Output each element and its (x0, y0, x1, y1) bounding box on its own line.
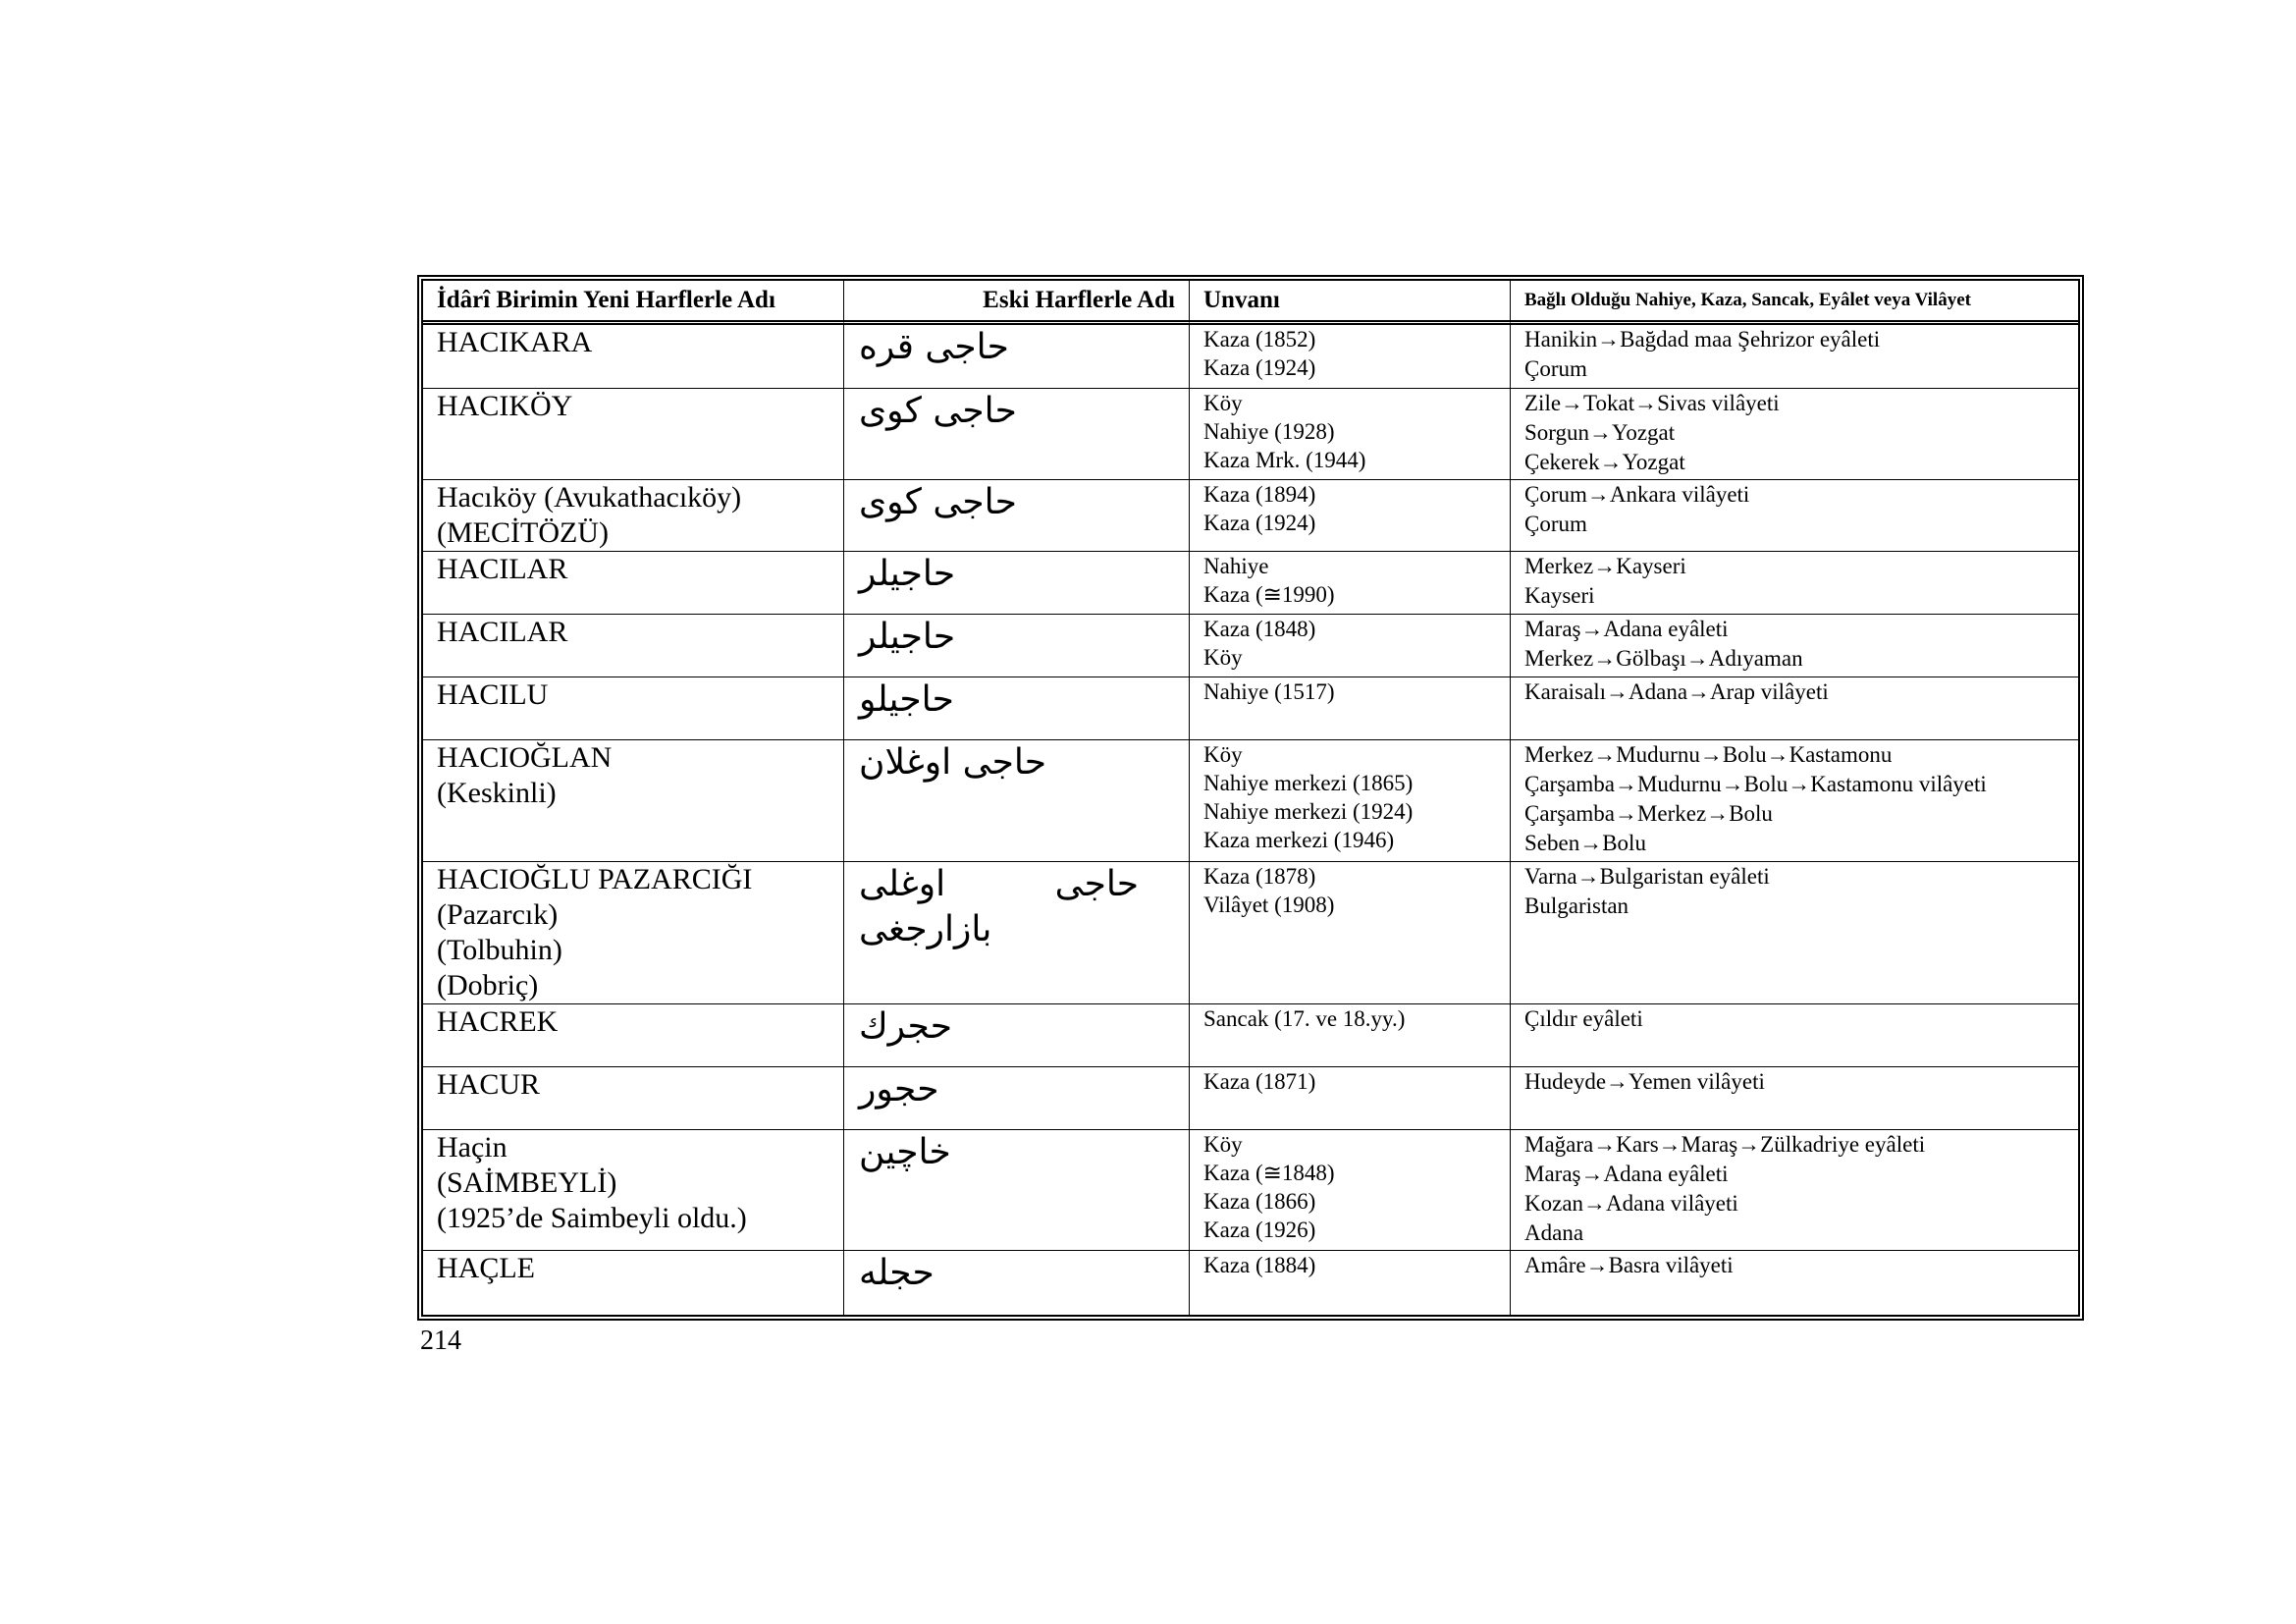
cell-title (1190, 1130, 1511, 1251)
cell-new-name-line: (MECİTÖZÜ) (437, 516, 609, 549)
table-row (423, 552, 2078, 615)
table-row (423, 389, 2078, 480)
cell-old-name (844, 677, 1190, 740)
cell-title-line: Nahiye (1203, 554, 1269, 578)
cell-old-name-line: حجرك (859, 1006, 953, 1047)
cell-old-name (844, 389, 1190, 480)
cell-new-name-line: HACIOĞLU PAZARCIĞI (437, 863, 753, 895)
cell-old-name-line: حجور (859, 1069, 939, 1110)
cell-old-name (844, 1004, 1190, 1067)
cell-old-name-line: حاجى اوغلان (859, 742, 1047, 783)
cell-old-name (844, 740, 1190, 862)
cell-new-name-line: HACUR (437, 1068, 541, 1101)
table-row (423, 325, 2078, 389)
cell-new-name-line: HACREK (437, 1005, 559, 1038)
cell-affiliation (1511, 389, 2078, 480)
cell-title-line: Kaza (1924) (1203, 355, 1316, 380)
cell-title-line: Kaza (≅1990) (1203, 582, 1335, 607)
header-new-name: İdârî Birimin Yeni Harflerle Adı (423, 281, 844, 325)
table-row (423, 480, 2078, 552)
cell-affiliation (1511, 1067, 2078, 1130)
cell-affiliation-line: Amâre→Basra vilâyeti (1524, 1253, 1734, 1277)
cell-new-name (423, 1004, 844, 1067)
cell-new-name (423, 677, 844, 740)
header-affiliation: Bağlı Olduğu Nahiye, Kaza, Sancak, Eyâlet veya Vilâyet (1511, 281, 2078, 325)
cell-title-line: Köy (1203, 1132, 1243, 1157)
cell-new-name (423, 1251, 844, 1315)
cell-affiliation (1511, 740, 2078, 862)
cell-affiliation-line: Zile→Tokat→Sivas vilâyeti (1524, 391, 1780, 415)
cell-new-name-line: (Pazarcık) (437, 898, 559, 931)
cell-affiliation-line: Adana (1524, 1220, 1584, 1245)
table-row (423, 1004, 2078, 1067)
cell-affiliation-line: Varna→Bulgaristan eyâleti (1524, 864, 1770, 889)
cell-affiliation-line: Seben→Bolu (1524, 831, 1646, 855)
cell-new-name (423, 1067, 844, 1130)
cell-old-name (844, 480, 1190, 552)
cell-title-line: Kaza Mrk. (1944) (1203, 448, 1366, 472)
cell-new-name-line: (1925’de Saimbeyli oldu.) (437, 1202, 747, 1234)
table-row (423, 862, 2078, 1004)
cell-affiliation-line: Çorum (1524, 356, 1587, 381)
cell-title-line: Kaza (1926) (1203, 1218, 1316, 1242)
cell-title (1190, 1067, 1511, 1130)
cell-affiliation-line: Maraş→Adana eyâleti (1524, 1162, 1729, 1186)
cell-new-name (423, 325, 844, 389)
cell-new-name-line: HACILAR (437, 616, 568, 648)
cell-old-name (844, 1067, 1190, 1130)
table-row (423, 1130, 2078, 1251)
cell-affiliation-line: Hanikin→Bağdad maa Şehrizor eyâleti (1524, 327, 1881, 352)
cell-title-line: Köy (1203, 645, 1243, 670)
cell-affiliation (1511, 552, 2078, 615)
cell-title (1190, 862, 1511, 1004)
cell-title-line: Sancak (17. ve 18.yy.) (1203, 1006, 1406, 1031)
cell-title (1190, 677, 1511, 740)
cell-title-line: Kaza (1878) (1203, 864, 1316, 889)
cell-new-name (423, 615, 844, 677)
cell-new-name-line: HAÇLE (437, 1252, 535, 1284)
cell-affiliation-line: Çekerek→Yozgat (1524, 450, 1685, 474)
cell-affiliation-line: Çarşamba→Merkez→Bolu (1524, 801, 1773, 826)
cell-new-name-line: HACIKARA (437, 326, 593, 358)
cell-affiliation-line: Maraş→Adana eyâleti (1524, 617, 1729, 641)
cell-old-name (844, 325, 1190, 389)
cell-old-name-line: حاجيلو (859, 679, 954, 720)
places-table (417, 275, 2084, 1321)
cell-title (1190, 480, 1511, 552)
cell-title-line: Kaza (1924) (1203, 511, 1316, 535)
cell-new-name (423, 862, 844, 1004)
cell-affiliation (1511, 1130, 2078, 1251)
cell-new-name-line: HACILAR (437, 553, 568, 585)
cell-title-line: Kaza (1866) (1203, 1189, 1316, 1214)
cell-new-name-line: HACIOĞLAN (437, 741, 613, 774)
table-row (423, 740, 2078, 862)
cell-affiliation-line: Çorum→Ankara vilâyeti (1524, 482, 1750, 507)
cell-old-name (844, 615, 1190, 677)
cell-old-name-line: بازارجغى (859, 909, 992, 949)
cell-affiliation (1511, 862, 2078, 1004)
cell-title-line: Nahiye merkezi (1924) (1203, 799, 1414, 824)
cell-affiliation-line: Hudeyde→Yemen vilâyeti (1524, 1069, 1765, 1094)
header-title: Unvanı (1190, 281, 1511, 325)
table-row (423, 1251, 2078, 1315)
table-row (423, 677, 2078, 740)
cell-new-name-line: (Tolbuhin) (437, 934, 562, 966)
table-row (423, 1067, 2078, 1130)
cell-title (1190, 325, 1511, 389)
cell-affiliation (1511, 1004, 2078, 1067)
cell-old-name-line: حجله (859, 1253, 934, 1293)
cell-affiliation (1511, 325, 2078, 389)
header-old-name: Eski Harflerle Adı (844, 281, 1190, 325)
cell-title-line: Kaza (1884) (1203, 1253, 1316, 1277)
cell-affiliation (1511, 615, 2078, 677)
cell-new-name (423, 740, 844, 862)
cell-new-name (423, 389, 844, 480)
cell-new-name-line: (SAİMBEYLİ) (437, 1166, 617, 1199)
cell-old-name-line: حاجى كوى (859, 391, 1017, 431)
cell-title (1190, 1251, 1511, 1315)
cell-old-name-line: حاجيلر (859, 554, 956, 594)
cell-old-name (844, 552, 1190, 615)
cell-affiliation-line: Karaisalı→Adana→Arap vilâyeti (1524, 679, 1829, 704)
cell-title-line: Nahiye (1928) (1203, 419, 1335, 444)
cell-old-name-line: حاجيلر (859, 617, 956, 657)
cell-affiliation (1511, 480, 2078, 552)
cell-affiliation-line: Çıldır eyâleti (1524, 1006, 1643, 1031)
cell-title-line: Kaza (1871) (1203, 1069, 1316, 1094)
cell-title (1190, 552, 1511, 615)
cell-new-name-line: (Keskinli) (437, 777, 557, 809)
cell-title-line: Kaza merkezi (1946) (1203, 828, 1395, 852)
cell-title-line: Kaza (1852) (1203, 327, 1316, 352)
cell-title-line: Nahiye (1517) (1203, 679, 1335, 704)
cell-title (1190, 740, 1511, 862)
cell-affiliation-line: Merkez→Mudurnu→Bolu→Kastamonu (1524, 742, 1893, 767)
cell-new-name (423, 480, 844, 552)
table-row (423, 615, 2078, 677)
cell-affiliation (1511, 677, 2078, 740)
cell-old-name (844, 1251, 1190, 1315)
cell-affiliation-line: Çarşamba→Mudurnu→Bolu→Kastamonu vilâyeti (1524, 772, 1987, 796)
cell-old-name-line: خاچين (859, 1132, 951, 1172)
cell-new-name-line: HACILU (437, 678, 549, 711)
cell-affiliation-line: Kozan→Adana vilâyeti (1524, 1191, 1738, 1216)
cell-old-name-line: حاجى اوغلى (859, 864, 1140, 904)
cell-new-name-line: (Dobriç) (437, 969, 539, 1001)
cell-affiliation (1511, 1251, 2078, 1315)
cell-affiliation-line: Kayseri (1524, 583, 1595, 608)
cell-title-line: Vilâyet (1908) (1203, 893, 1335, 917)
cell-title-line: Kaza (1848) (1203, 617, 1316, 641)
cell-title-line: Kaza (1894) (1203, 482, 1316, 507)
cell-title-line: Köy (1203, 391, 1243, 415)
cell-affiliation-line: Merkez→Gölbaşı→Adıyaman (1524, 646, 1803, 671)
cell-old-name (844, 862, 1190, 1004)
cell-affiliation-line: Sorgun→Yozgat (1524, 420, 1676, 445)
cell-title-line: Köy (1203, 742, 1243, 767)
header-row (423, 281, 2078, 325)
cell-new-name (423, 1130, 844, 1251)
cell-old-name (844, 1130, 1190, 1251)
cell-affiliation-line: Mağara→Kars→Maraş→Zülkadriye eyâleti (1524, 1132, 1926, 1157)
cell-new-name-line: Haçin (437, 1131, 507, 1164)
cell-title (1190, 615, 1511, 677)
cell-affiliation-line: Merkez→Kayseri (1524, 554, 1686, 578)
cell-affiliation-line: Bulgaristan (1524, 893, 1629, 918)
cell-new-name-line: HACIKÖY (437, 390, 573, 422)
page-number: 214 (420, 1326, 461, 1356)
cell-title (1190, 1004, 1511, 1067)
cell-title-line: Kaza (≅1848) (1203, 1161, 1335, 1185)
cell-affiliation-line: Çorum (1524, 512, 1587, 536)
cell-new-name (423, 552, 844, 615)
cell-new-name-line: Hacıköy (Avukathacıköy) (437, 481, 742, 514)
cell-old-name-line: حاجى قره (859, 327, 1009, 367)
cell-title-line: Nahiye merkezi (1865) (1203, 771, 1414, 795)
cell-title (1190, 389, 1511, 480)
cell-old-name-line: حاجى كوى (859, 482, 1017, 522)
